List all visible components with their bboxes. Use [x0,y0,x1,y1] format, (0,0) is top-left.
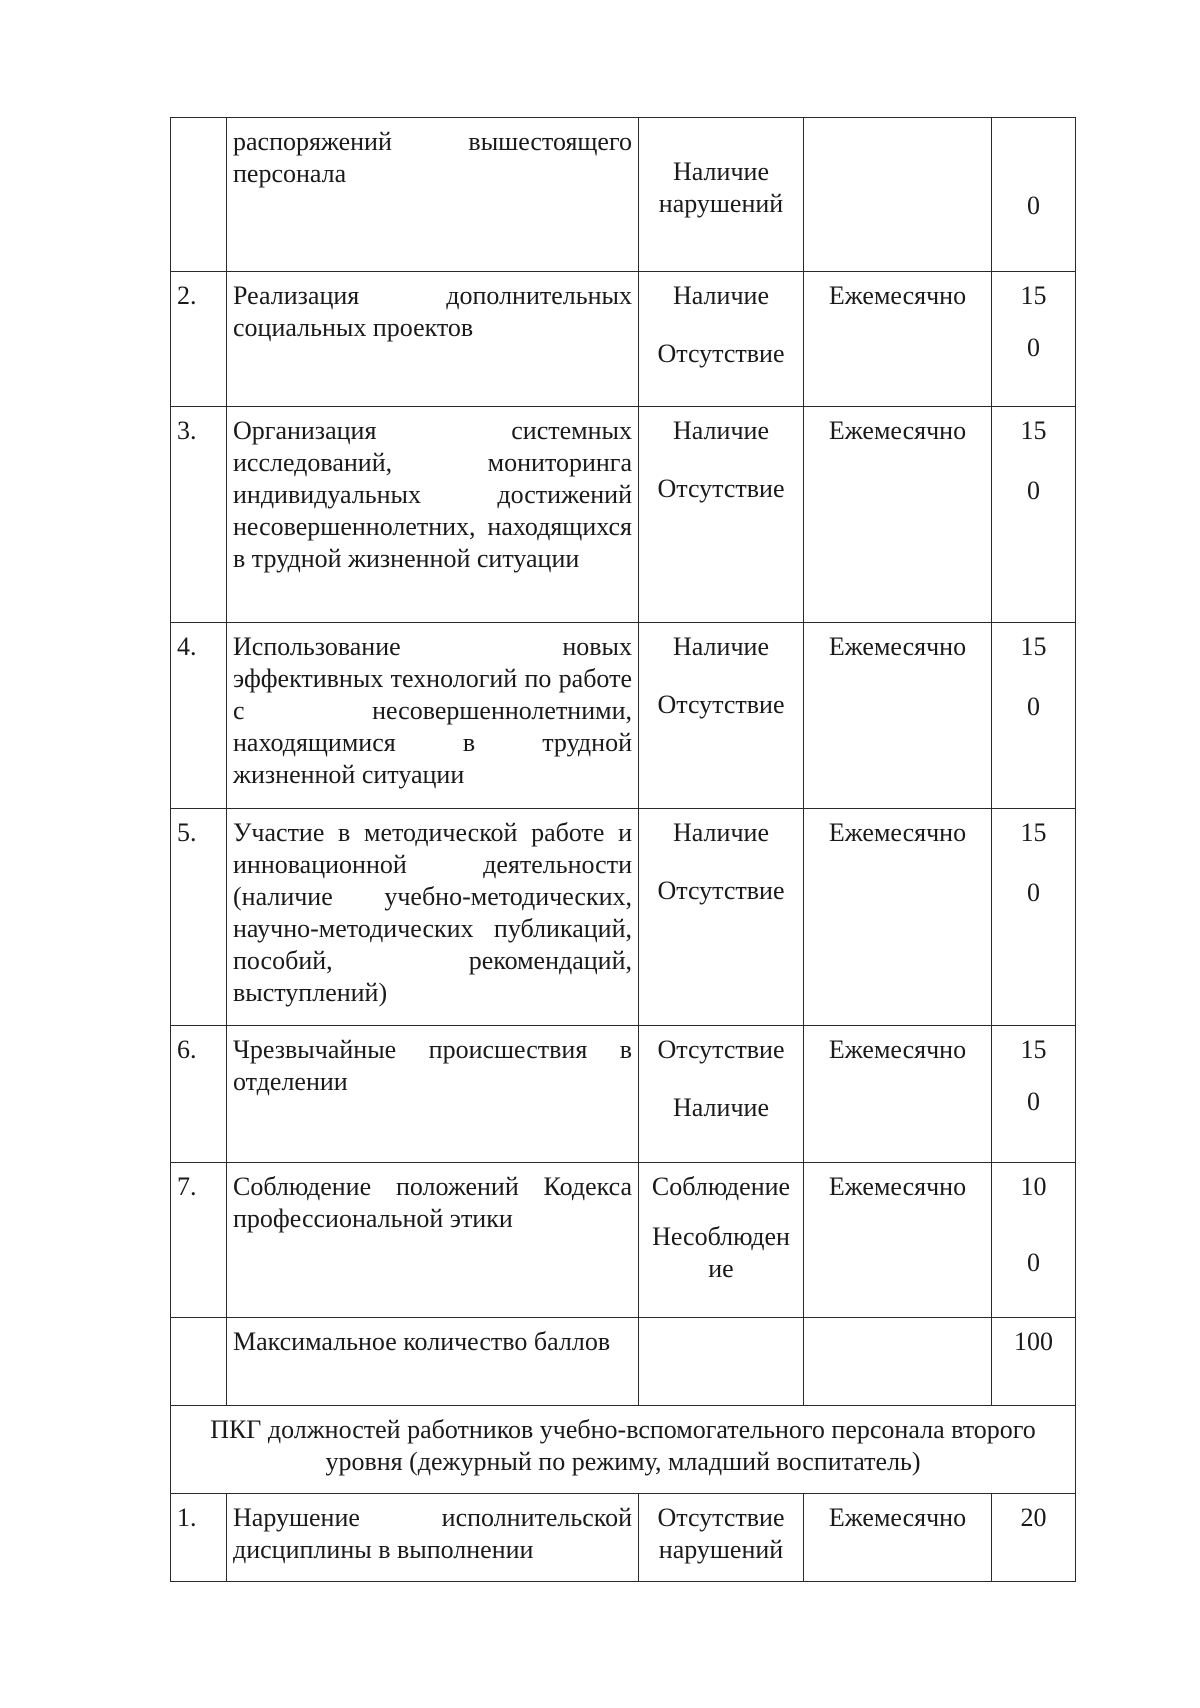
periodicity-cell: Ежемесячно [804,623,992,809]
table-row [171,1318,1076,1406]
points-cell [992,407,1076,623]
points-value: 0 [1027,476,1040,505]
periodicity-cell: Ежемесячно [804,1494,992,1582]
table-row [171,1026,1076,1163]
condition-cell [639,272,804,407]
condition-value: Наличие [673,818,769,847]
section-heading: ПКГ должностей работников учебно-вспомогательного персонала второго уровня (дежурный по режиму, младший воспитатель) [171,1406,1076,1494]
row-number: 5. [171,809,227,1026]
table-row [171,407,1076,623]
points-value: 100 [1014,1327,1053,1356]
points-value: 0 [1027,878,1040,907]
criterion-name: Чрезвычайные происшествия в отделении [227,1026,639,1163]
condition-cell [639,1163,804,1318]
points-value: 0 [1027,1248,1040,1277]
condition-cell [639,1026,804,1163]
table-row [171,623,1076,809]
condition-cell [639,1494,804,1582]
periodicity-cell: Ежемесячно [804,1163,992,1318]
periodicity-cell [804,118,992,272]
row-number: 6. [171,1026,227,1163]
periodicity-cell: Ежемесячно [804,1026,992,1163]
table-row [171,1163,1076,1318]
section-heading-row [171,1406,1076,1494]
table-row [171,1494,1076,1582]
points-cell [992,272,1076,407]
condition-value: Наличие нарушений [658,157,784,218]
points-value: 15 [1020,632,1047,661]
condition-value: Наличие [673,632,769,661]
points-value: 0 [1027,692,1040,721]
condition-cell [639,407,804,623]
points-value: 0 [1027,1087,1040,1116]
condition-value: Отсутствие [657,474,785,503]
condition-value: Отсутствие нарушений [657,1503,785,1564]
condition-cell [639,623,804,809]
periodicity-cell: Ежемесячно [804,809,992,1026]
points-value: 15 [1020,1035,1047,1064]
table-row [171,118,1076,272]
periodicity-cell: Ежемесячно [804,272,992,407]
condition-value: Отсутствие [657,876,785,905]
criterion-name: Максимальное количество баллов [227,1318,639,1406]
condition-value: Отсутствие [657,339,785,368]
criterion-name: Организация системных исследований, мониторинга индивидуальных достижений несовершеннолетних, находящихся в трудной жизненной ситуации [227,407,639,623]
row-number: 1. [171,1494,227,1582]
points-cell [992,1026,1076,1163]
condition-cell [639,809,804,1026]
condition-value: Соблюдение [651,1172,791,1201]
criteria-table [170,117,1076,1582]
condition-value: Несоблюден ие [652,1222,790,1283]
points-value: 0 [1027,333,1040,362]
condition-value: Отсутствие [657,1035,785,1064]
points-value: 10 [1020,1172,1047,1201]
points-value: 15 [1020,818,1047,847]
table-row [171,272,1076,407]
points-value: 0 [1027,191,1040,220]
row-number: 4. [171,623,227,809]
row-number: 2. [171,272,227,407]
criterion-name: Соблюдение положений Кодекса профессиональной этики [227,1163,639,1318]
criterion-name: Использование новых эффективных технологий по работе с несовершеннолетними, находящимися в трудной жизненной ситуации [227,623,639,809]
criterion-name: Реализация дополнительных социальных проектов [227,272,639,407]
points-value: 15 [1020,281,1047,310]
points-cell [992,809,1076,1026]
row-number: 7. [171,1163,227,1318]
row-number [171,1318,227,1406]
criterion-name: распоряжений вышестоящего персонала [227,118,639,272]
criterion-name: Нарушение исполнительской дисциплины в выполнении [227,1494,639,1582]
condition-value: Наличие [673,416,769,445]
points-cell [992,1318,1076,1406]
periodicity-cell: Ежемесячно [804,407,992,623]
condition-value: Наличие [673,281,769,310]
condition-cell [639,1318,804,1406]
points-cell [992,1494,1076,1582]
points-cell [992,623,1076,809]
periodicity-cell [804,1318,992,1406]
points-value: 20 [1020,1503,1047,1532]
row-number: 3. [171,407,227,623]
condition-cell [639,118,804,272]
table-row [171,809,1076,1026]
row-number [171,118,227,272]
criterion-name: Участие в методической работе и инновационной деятельности (наличие учебно-методических, научно-методических публикаций, пособий, рекомендаций, выступлений) [227,809,639,1026]
points-cell [992,1163,1076,1318]
points-value: 15 [1020,416,1047,445]
condition-value: Отсутствие [657,690,785,719]
condition-value: Наличие [673,1093,769,1122]
points-cell [992,118,1076,272]
